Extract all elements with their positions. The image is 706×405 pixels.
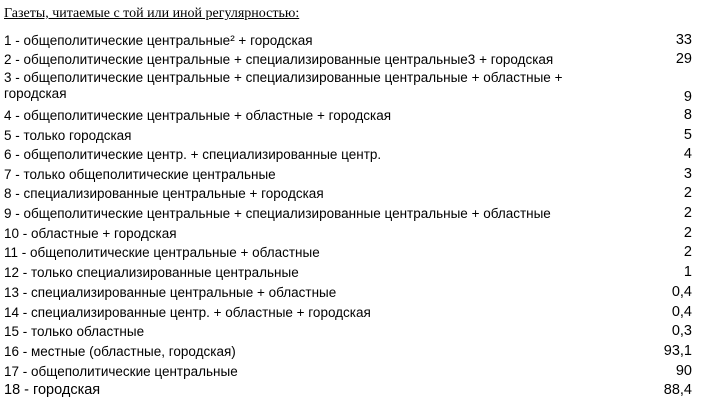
row-label: 6 - общеполитические центр. + специализированные центр. bbox=[4, 147, 382, 162]
row-label: 1 - общеполитические центральные² + городская bbox=[4, 33, 313, 48]
row-value: 0,4 bbox=[671, 284, 692, 300]
row-label-line2: городская bbox=[4, 86, 67, 101]
table-row bbox=[4, 243, 692, 262]
row-value: 88,4 bbox=[663, 382, 692, 398]
row-label: 17 - общеполитические центральные bbox=[4, 364, 238, 379]
row-label: 11 - общеполитические центральные + областные bbox=[4, 245, 320, 260]
row-label: 10 - областные + городская bbox=[4, 226, 177, 241]
table-row bbox=[4, 204, 692, 223]
row-label: 14 - специализированные центр. + областные + городская bbox=[4, 305, 371, 320]
row-value: 3 bbox=[683, 166, 692, 182]
row-value: 5 bbox=[683, 127, 692, 143]
row-value: 2 bbox=[683, 185, 692, 201]
row-value: 2 bbox=[683, 244, 692, 260]
row-value: 33 bbox=[675, 32, 692, 48]
table-row bbox=[4, 342, 692, 361]
row-label: 13 - специализированные центральные + областные bbox=[4, 285, 337, 300]
row-value: 90 bbox=[675, 363, 692, 379]
table-row bbox=[4, 68, 692, 106]
row-label: 8 - специализированные центральные + городская bbox=[4, 186, 324, 201]
row-value: 1 bbox=[683, 264, 692, 280]
table-row bbox=[4, 184, 692, 203]
row-value: 4 bbox=[683, 146, 692, 162]
table-row bbox=[4, 126, 692, 145]
row-label: 18 - городская bbox=[4, 382, 101, 398]
row-label: 5 - только городская bbox=[4, 128, 132, 143]
table-row bbox=[4, 283, 692, 302]
row-label: 4 - общеполитические центральные + областные + городская bbox=[4, 108, 392, 123]
table-row bbox=[4, 224, 692, 243]
row-value: 0,3 bbox=[671, 323, 692, 339]
table-row bbox=[4, 303, 692, 322]
row-label: 9 - общеполитические центральные + специализированные центральные + областные bbox=[4, 206, 551, 221]
row-value: 9 bbox=[683, 89, 692, 105]
table-heading: Газеты, читаемые с той или иной регулярностью: bbox=[4, 6, 300, 21]
row-label: 16 - местные (областные, городская) bbox=[4, 344, 236, 359]
row-label: 15 - только областные bbox=[4, 324, 145, 339]
row-value: 2 bbox=[683, 205, 692, 221]
row-value: 0,4 bbox=[671, 304, 692, 320]
table-row bbox=[4, 165, 692, 184]
table-row bbox=[4, 263, 692, 282]
table-row bbox=[4, 381, 692, 400]
row-label bbox=[4, 70, 604, 102]
table-row bbox=[4, 145, 692, 164]
table-row bbox=[4, 362, 692, 381]
row-value: 2 bbox=[683, 225, 692, 241]
table-row bbox=[4, 322, 692, 341]
row-value: 29 bbox=[675, 51, 692, 67]
table-row bbox=[4, 106, 692, 125]
row-label-line1: 3 - общеполитические центральные + специализированные центральные + областные + bbox=[4, 70, 563, 85]
row-label: 2 - общеполитические центральные + специализированные центральные3 + городская bbox=[4, 52, 554, 67]
row-label: 12 - только специализированные центральные bbox=[4, 265, 299, 280]
row-value: 93,1 bbox=[663, 343, 692, 359]
row-value: 8 bbox=[683, 107, 692, 123]
row-label: 7 - только общеполитические центральные bbox=[4, 167, 276, 182]
table-row bbox=[4, 31, 692, 50]
table-row bbox=[4, 50, 692, 69]
